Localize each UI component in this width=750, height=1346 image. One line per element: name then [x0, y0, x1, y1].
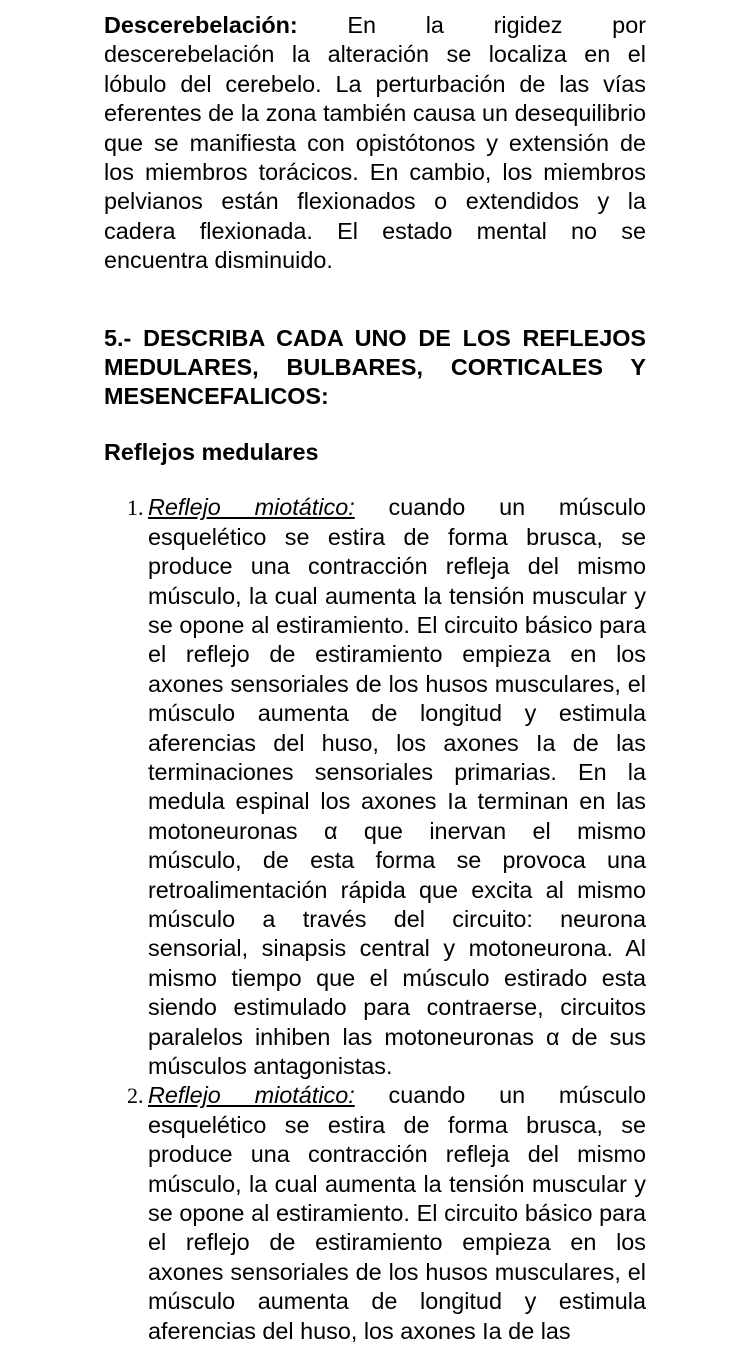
list-item-number: 1.	[127, 495, 144, 521]
intro-paragraph	[104, 11, 646, 276]
intro-text: En la rigidez por descerebelación la alteración se localiza en el lóbulo del cerebelo. La perturbación de las vías eferentes de la zona también causa un desequilibrio que se manifiesta con opistótonos y extensión de los miembros torácicos. En cambio, los miembros pelvianos están flexionados o extendidos y la cadera flexionada. El estado mental no se encuentra disminuido.	[104, 12, 646, 274]
list-item	[104, 1081, 646, 1346]
list-item-text: cuando un músculo esquelético se estira de forma brusca, se produce una contracción refleja del mismo músculo, la cual aumenta la tensión muscular y se opone al estiramiento. El circuito básico para el reflejo de estiramiento empieza en los axones sensoriales de los husos musculares, el músculo aumenta de longitud y estimula aferencias del huso, los axones Ia de las	[148, 1082, 646, 1344]
list-item-text: cuando un músculo esquelético se estira de forma brusca, se produce una contracción refleja del mismo músculo, la cual aumenta la tensión muscular y se opone al estiramiento. El circuito básico para el reflejo de estiramiento empieza en los axones sensoriales de los husos musculares, el músculo aumenta de longitud y estimula aferencias del huso, los axones Ia de las terminaciones sensoriales primarias. En la medula espinal los axones Ia terminan en las motoneuronas α que inervan el mismo músculo, de esta forma se provoca una retroalimentación rápida que excita al mismo músculo a través del circuito: neurona sensorial, sinapsis central y motoneurona. Al mismo tiempo que el músculo estirado esta siendo estimulado para contraerse, circuitos paralelos inhiben las motoneuronas α de sus músculos antagonistas.	[148, 494, 646, 1079]
list-item-term: Reflejo miotático:	[148, 1082, 355, 1109]
list-item-term: Reflejo miotático:	[148, 494, 355, 521]
question-heading: 5.- DESCRIBA CADA UNO DE LOS REFLEJOS MEDULARES, BULBARES, CORTICALES Y MESENCEFALICOS:	[104, 324, 646, 410]
list-item-number: 2.	[127, 1083, 144, 1109]
document-page	[104, 11, 646, 1346]
section-heading: Reflejos medulares	[104, 438, 319, 465]
list-item	[104, 493, 646, 1081]
intro-term: Descerebelación:	[104, 12, 298, 38]
reflex-list	[104, 493, 646, 1346]
